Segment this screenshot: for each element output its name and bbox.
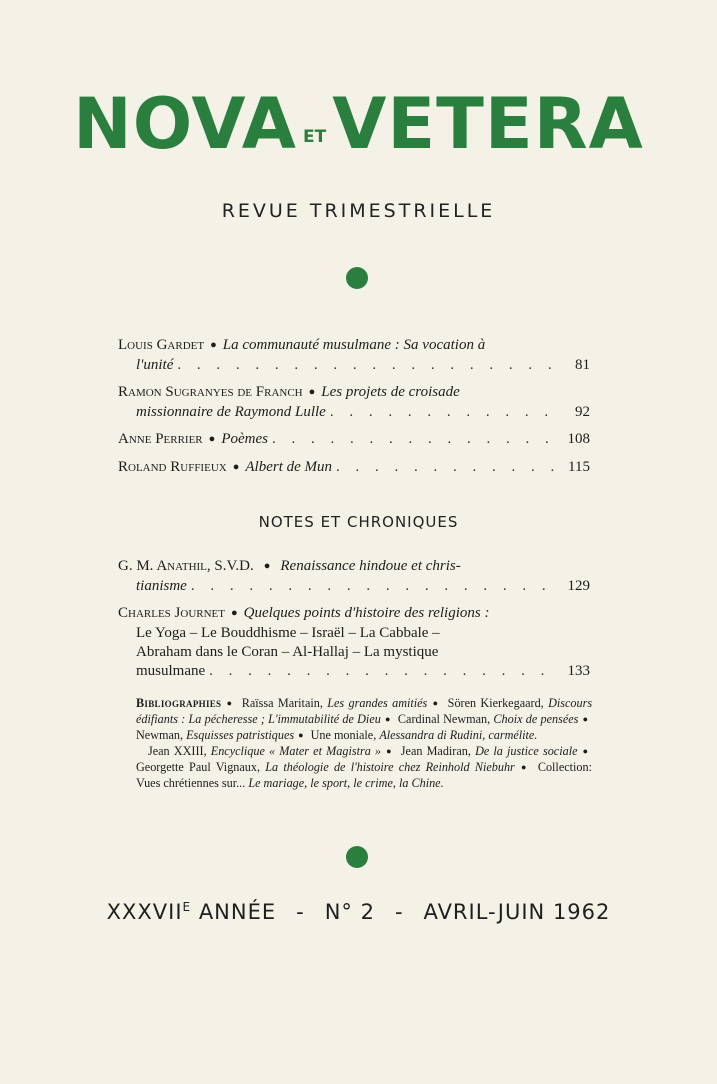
bullet-icon: ● bbox=[581, 746, 589, 756]
toc-title: Les projets de croisade bbox=[321, 384, 460, 400]
toc-author: Ramon Sugranyes de Franch bbox=[118, 384, 303, 400]
issue-footer bbox=[0, 900, 717, 924]
bullet-icon: ● bbox=[263, 560, 271, 572]
bullet-icon: ● bbox=[518, 762, 529, 772]
issue-year-suffix: E bbox=[182, 900, 192, 914]
biblio-title: De la justice sociale bbox=[475, 744, 578, 758]
biblio-title: La théologie de l'histoire chez Reinhold Niebuhr bbox=[265, 760, 515, 774]
biblio-title: Encyclique « Mater et Magistra » bbox=[210, 744, 382, 758]
biblio-title: Esquisses patristiques bbox=[186, 728, 295, 742]
toc-title: Renaissance hindoue et chris- bbox=[280, 558, 461, 574]
biblio-author: Collection: Vues chrétiennes sur... bbox=[136, 760, 592, 790]
bullet-icon: ● bbox=[298, 730, 304, 740]
toc-page: 129 bbox=[567, 578, 590, 594]
issue-number: N° 2 bbox=[324, 900, 375, 924]
section-title: NOTES ET CHRONIQUES bbox=[258, 513, 459, 531]
toc-author: Roland Ruffieux bbox=[118, 459, 227, 475]
toc-title-cont: l'unité bbox=[136, 357, 174, 373]
bullet-icon: ● bbox=[208, 433, 216, 445]
toc-title: La communauté musulmane : Sa vocation à bbox=[222, 337, 486, 353]
toc-author: G. M. Anathil, bbox=[118, 558, 211, 574]
toc-page: 92 bbox=[575, 404, 590, 420]
toc-subtopics: musulmane bbox=[136, 663, 206, 679]
toc-title: Albert de Mun bbox=[245, 459, 333, 475]
toc-page: 133 bbox=[567, 663, 590, 679]
separator: - bbox=[296, 900, 305, 924]
table-of-contents bbox=[118, 336, 590, 478]
biblio-author: Georgette Paul Vignaux, bbox=[136, 760, 261, 774]
toc-entry bbox=[118, 604, 590, 681]
masthead-title bbox=[0, 82, 717, 166]
toc-entry bbox=[118, 383, 590, 422]
masthead-et: ET bbox=[302, 127, 327, 147]
toc-entry bbox=[118, 458, 590, 478]
green-dot-ornament bbox=[346, 267, 368, 289]
biblio-title: Les grandes amitiés bbox=[327, 696, 428, 710]
toc-title-cont: missionnaire de Raymond Lulle bbox=[136, 404, 326, 420]
toc-author: Charles Journet bbox=[118, 605, 225, 621]
green-dot-ornament bbox=[346, 846, 368, 868]
dot-leader bbox=[177, 356, 560, 375]
toc-title: Poèmes bbox=[221, 431, 268, 447]
toc-page: 108 bbox=[567, 431, 590, 447]
bullet-icon: ● bbox=[230, 607, 238, 619]
biblio-author: Sören Kierkegaard, bbox=[447, 696, 544, 710]
separator: - bbox=[394, 900, 404, 924]
bullet-icon: ● bbox=[582, 714, 589, 724]
biblio-author: Une moniale, bbox=[310, 728, 377, 742]
toc-title: Quelques points d'histoire des religions : bbox=[243, 605, 490, 621]
bullet-icon: ● bbox=[232, 461, 240, 473]
dot-leader bbox=[191, 577, 560, 596]
biblio-title: Choix de pensées bbox=[493, 712, 579, 726]
notes-contents bbox=[118, 557, 590, 681]
biblio-author: Cardinal Newman, bbox=[397, 712, 491, 726]
bullet-icon: ● bbox=[385, 746, 393, 756]
subtitle: REVUE TRIMESTRIELLE bbox=[221, 200, 496, 222]
masthead-nova: NOVA bbox=[73, 83, 297, 165]
toc-entry bbox=[118, 336, 590, 375]
biblio-label: Bibliographies bbox=[136, 696, 222, 710]
toc-page: 115 bbox=[568, 459, 590, 475]
issue-year bbox=[107, 900, 277, 924]
biblio-author: Jean XXIII, bbox=[148, 744, 207, 758]
biblio-title: Alessandra di Rudini, carmélite. bbox=[379, 728, 538, 742]
toc-entry bbox=[118, 557, 590, 596]
toc-page: 81 bbox=[575, 357, 590, 373]
dot-leader bbox=[330, 403, 560, 422]
toc-subtopics: Abraham dans le Coran – Al-Hallaj – La mystique bbox=[136, 644, 439, 660]
masthead-vetera: VETERA bbox=[332, 83, 644, 165]
bullet-icon: ● bbox=[210, 339, 217, 351]
dot-leader bbox=[209, 662, 560, 681]
bullet-icon: ● bbox=[384, 714, 391, 724]
issue-period: AVRIL-JUIN 1962 bbox=[423, 900, 611, 924]
biblio-author: Raïssa Maritain, bbox=[241, 696, 323, 710]
toc-author: Anne Perrier bbox=[118, 431, 203, 447]
bullet-icon: ● bbox=[431, 698, 440, 708]
bibliographies bbox=[136, 696, 592, 791]
toc-subtopics: Le Yoga – Le Bouddhisme – Israël – La Cabbale – bbox=[136, 625, 440, 641]
biblio-title: Discours édifiants : La pécheresse ; L'immutabilité de Dieu bbox=[136, 696, 593, 726]
toc-author: Louis Gardet bbox=[118, 337, 205, 353]
biblio-title: Le mariage, le sport, le crime, la Chine. bbox=[248, 776, 444, 790]
issue-year-numeral: XXXVII bbox=[106, 900, 183, 924]
dot-leader bbox=[272, 430, 560, 449]
dot-leader bbox=[336, 458, 560, 477]
bullet-icon: ● bbox=[225, 698, 234, 708]
toc-author-suffix: S.V.D. bbox=[214, 558, 254, 574]
biblio-author: Newman, bbox=[136, 728, 184, 742]
toc-title-cont: tianisme bbox=[136, 578, 187, 594]
issue-year-word: ANNÉE bbox=[198, 900, 277, 924]
bullet-icon: ● bbox=[308, 386, 316, 398]
biblio-author: Jean Madiran, bbox=[400, 744, 471, 758]
toc-entry bbox=[118, 430, 590, 450]
